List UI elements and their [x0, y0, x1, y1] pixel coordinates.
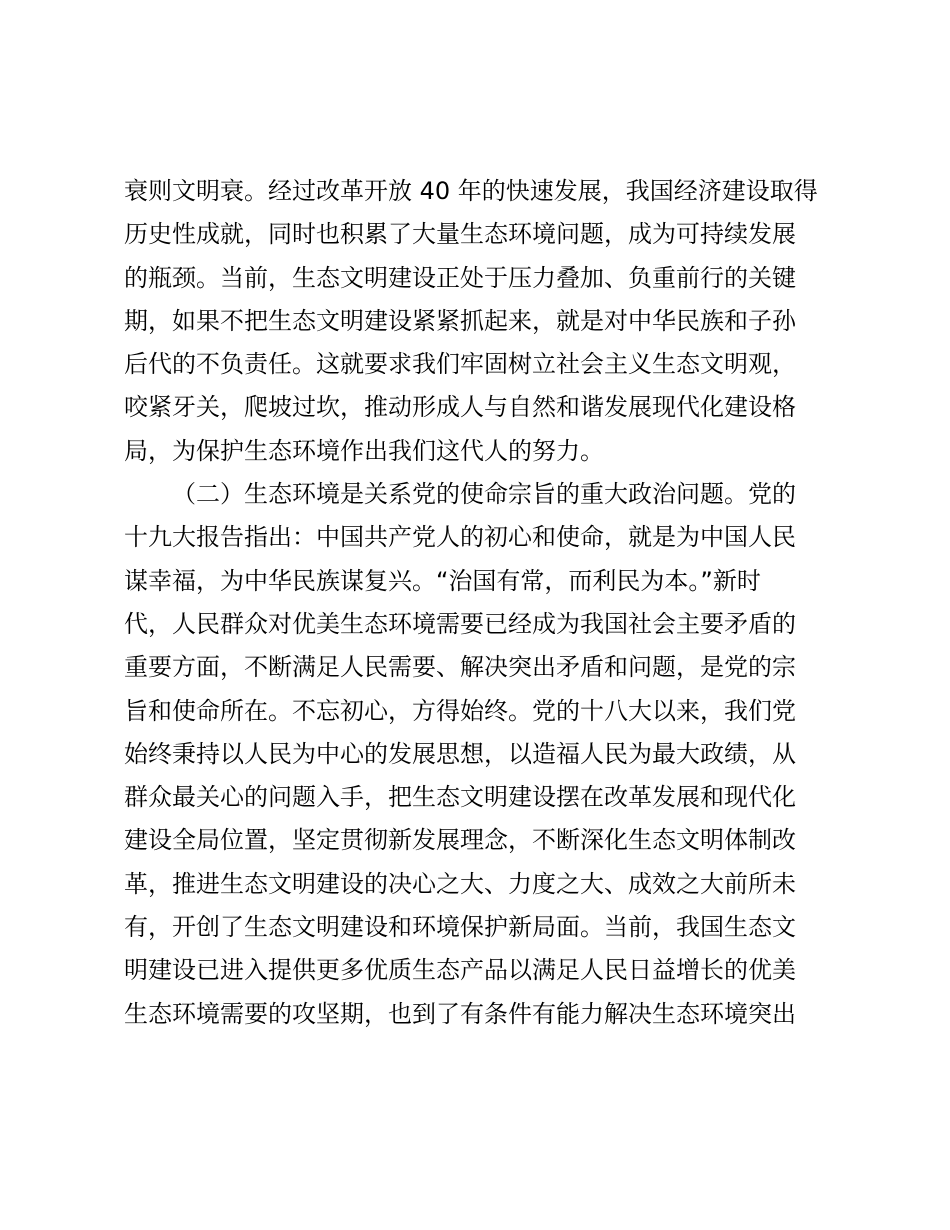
text-line: 生态环境需要的攻坚期，也到了有条件有能力解决生态环境突出: [124, 999, 796, 1028]
text-line: 衰则文明衰。经过改革开放 40 年的快速发展，我国经济建设取得: [124, 177, 818, 205]
document-body: [124, 170, 844, 1036]
text-line: 咬紧牙关，爬坡过坎，推动形成人与自然和谐发展现代化建设格: [124, 393, 796, 422]
text-line: 明建设已进入提供更多优质生态产品以满足人民日益增长的优美: [124, 956, 796, 985]
text-line: 代，人民群众对优美生态环境需要已经成为我国社会主要矛盾的: [124, 609, 796, 638]
text-line: 局，为保护生态环境作出我们这代人的努力。: [124, 436, 604, 465]
text-line: 后代的不负责任。这就要求我们牢固树立社会主义生态文明观，: [124, 350, 796, 379]
text-line: 有，开创了生态文明建设和环境保护新局面。当前，我国生态文: [124, 913, 796, 942]
section-heading-line: （二）生态环境是关系党的使命宗旨的重大政治问题。党的: [172, 480, 796, 509]
text-line: 谋幸福，为中华民族谋复兴。“治国有常，而利民为本。”新时: [124, 566, 761, 595]
text-line: 旨和使命所在。不忘初心，方得始终。党的十八大以来，我们党: [124, 696, 796, 725]
text-line: 群众最关心的问题入手，把生态文明建设摆在改革发展和现代化: [124, 783, 796, 812]
text-line: 重要方面，不断满足人民需要、解决突出矛盾和问题，是党的宗: [124, 653, 796, 682]
text-line: 始终秉持以人民为中心的发展思想，以造福人民为最大政绩，从: [124, 739, 796, 768]
text-line: 十九大报告指出：中国共产党人的初心和使命，就是为中国人民: [124, 523, 796, 552]
text-line: 建设全局位置，坚定贯彻新发展理念，不断深化生态文明体制改: [124, 826, 796, 855]
text-line: 的瓶颈。当前，生态文明建设正处于压力叠加、负重前行的关键: [124, 263, 796, 292]
text-line: 历史性成就，同时也积累了大量生态环境问题，成为可持续发展: [124, 220, 796, 249]
text-line: 革，推进生态文明建设的决心之大、力度之大、成效之大前所未: [124, 869, 796, 898]
text-line: 期，如果不把生态文明建设紧紧抓起来，就是对中华民族和子孙: [124, 306, 796, 335]
